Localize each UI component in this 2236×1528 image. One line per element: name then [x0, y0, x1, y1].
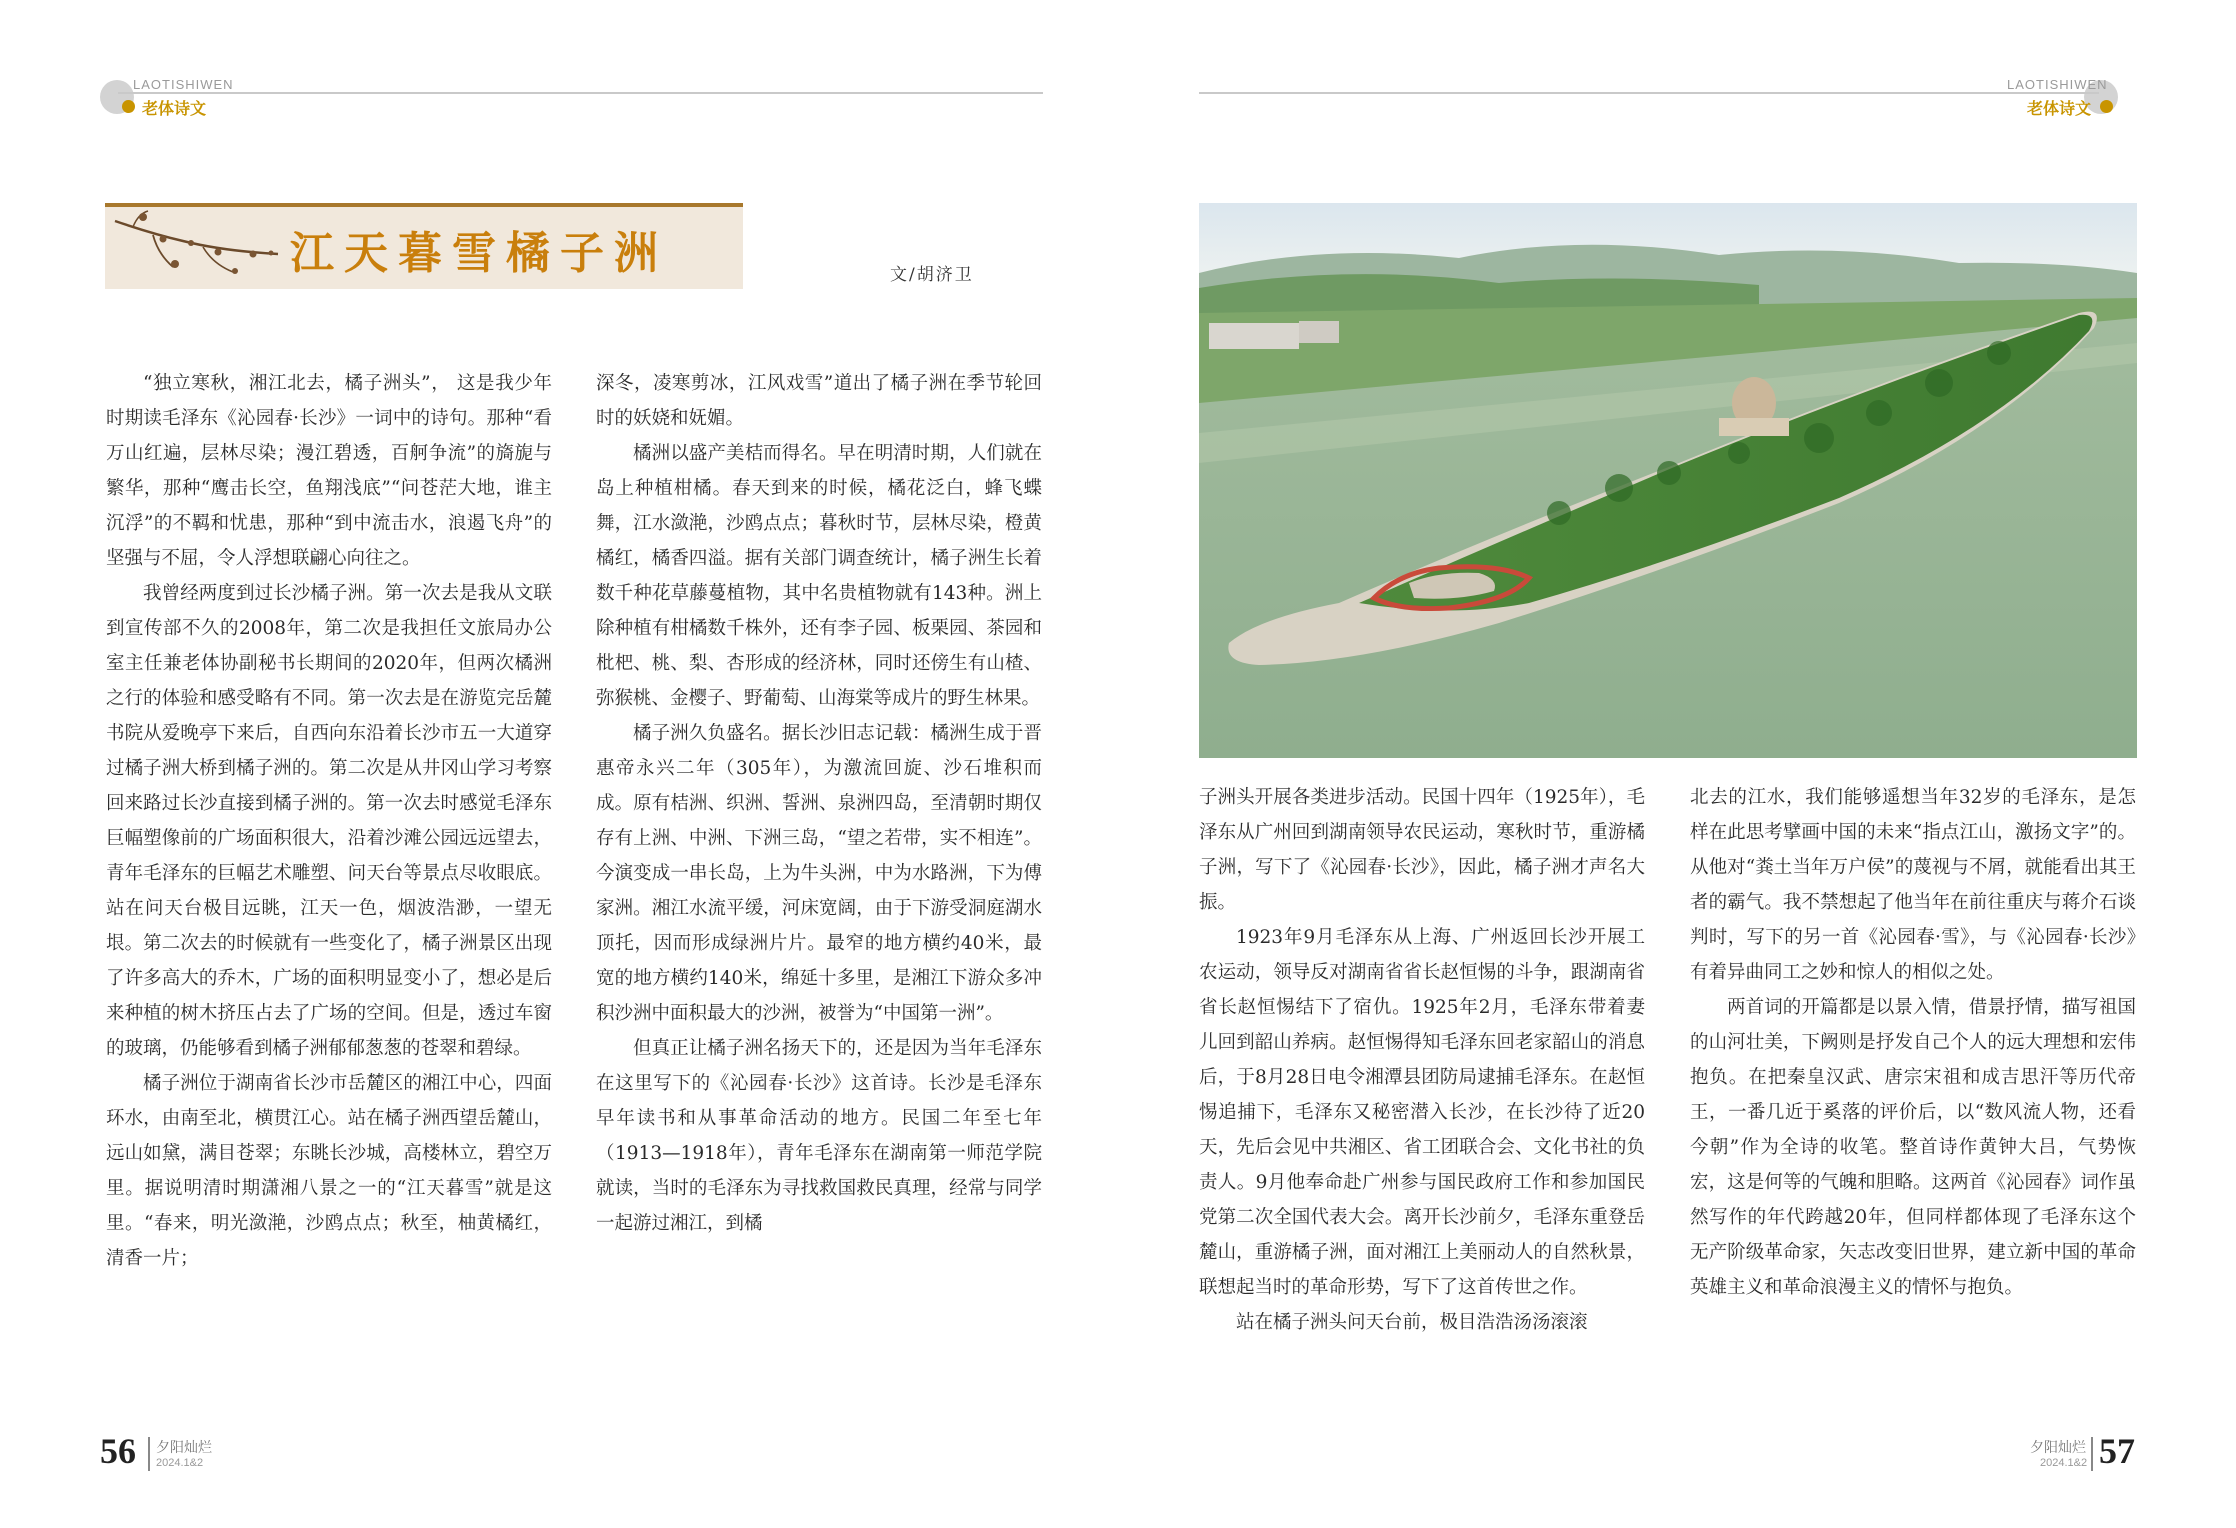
article-title: 江天暮雪橘子洲: [290, 228, 668, 279]
paragraph: 橘子洲久负盛名。据长沙旧志记载：橘洲生成于晋惠帝永兴二年（305年），为激流回旋、沙石堆积而成。原有桔洲、织洲、誓洲、泉洲四岛，至清朝时期仅存有上洲、中洲、下洲三岛，“望之若带，实不相连”。今演变成一串长岛，上为牛头洲，中为水路洲，下为傅家洲。湘江水流平缓，河床宽阔，由于下游受洞庭湖水顶托，因而形成绿洲片片。最窄的地方横约40米，最宽的地方横约140米，绵延十多里，是湘江下游众多冲积沙洲中面积最大的沙洲，被誉为“中国第一洲”。: [596, 723, 1042, 1024]
paragraph: 深冬，凌寒剪冰，江风戏雪”道出了橘子洲在季节轮回时的妖娆和妩媚。: [596, 373, 1042, 429]
header-rule: [1199, 92, 2099, 94]
page-number-right: 57: [2099, 1431, 2135, 1471]
footer-issue: 2024.1&2: [156, 1457, 204, 1469]
page-number-left: 56: [100, 1431, 136, 1471]
footer-divider: [2091, 1437, 2093, 1471]
paragraph: 北去的江水，我们能够遥想当年32岁的毛泽东，是怎样在此思考擘画中国的未来“指点江山，激扬文字”的。从他对“粪土当年万户侯”的蔑视与不屑，就能看出其王者的霸气。我不禁想起了他当年在前往重庆与蒋介石谈判时，写下的另一首《沁园春·雪》，与《沁园春·长沙》有着异曲同工之妙和惊人的相似之处。: [1690, 787, 2136, 983]
text-column-1: [106, 366, 552, 1276]
header-latin: LAOTISHIWEN: [133, 77, 234, 92]
header-rule: [118, 92, 1043, 94]
header-section-title: 老体诗文: [142, 99, 207, 118]
plum-branch-icon: [113, 209, 283, 284]
paragraph: “独立寒秋，湘江北去，橘子洲头”， 这是我少年时期读毛泽东《沁园春·长沙》一词中的诗句。那种“看万山红遍，层林尽染；漫江碧透，百舸争流”的旖旎与繁华，那种“鹰击长空，鱼翔浅底”“问苍茫大地，谁主沉浮”的不羁和忧患，那种“到中流击水，浪遏飞舟”的坚强与不屈，令人浮想联翩心向往之。: [106, 373, 552, 569]
header-dot: [122, 100, 135, 113]
paragraph: 我曾经两度到过长沙橘子洲。第一次去是我从文联到宣传部不久的2008年，第二次是我担任文旅局办公室主任兼老体协副秘书长期间的2020年，但两次橘洲之行的体验和感受略有不同。第一次去是在游览完岳麓书院从爱晚亭下来后，自西向东沿着长沙市五一大道穿过橘子洲大桥到橘子洲的。第二次是从井冈山学习考察回来路过长沙直接到橘子洲的。第一次去时感觉毛泽东巨幅塑像前的广场面积很大，沿着沙滩公园远远望去，青年毛泽东的巨幅艺术雕塑、问天台等景点尽收眼底。站在问天台极目远眺，江天一色，烟波浩渺，一望无垠。第二次去的时候就有一些变化了，橘子洲景区出现了许多高大的乔木，广场的面积明显变小了，想必是后来种植的树木挤压占去了广场的空间。但是，透过车窗的玻璃，仍能够看到橘子洲郁郁葱葱的苍翠和碧绿。: [106, 583, 552, 1059]
author-byline: 文/胡济卫: [890, 265, 974, 285]
text-column-2: [596, 366, 1042, 1241]
text-column-4: [1690, 780, 2136, 1305]
text-column-3: [1199, 780, 1645, 1340]
footer-magazine-name: 夕阳灿烂: [2030, 1440, 2086, 1456]
header-section-title: 老体诗文: [2027, 99, 2092, 118]
title-banner: [105, 203, 743, 289]
footer-issue: 2024.1&2: [2040, 1457, 2088, 1469]
paragraph: 两首词的开篇都是以景入情，借景抒情，描写祖国的山河壮美，下阙则是抒发自己个人的远大理想和宏伟抱负。在把秦皇汉武、唐宗宋祖和成吉思汗等历代帝王，一番几近于奚落的评价后，以“数风流人物，还看今朝”作为全诗的收笔。整首诗作黄钟大吕，气势恢宏，这是何等的气魄和胆略。这两首《沁园春》词作虽然写作的年代跨越20年，但同样都体现了毛泽东这个无产阶级革命家，矢志改变旧世界，建立新中国的革命英雄主义和革命浪漫主义的情怀与抱负。: [1690, 997, 2136, 1298]
paragraph: 橘子洲位于湖南省长沙市岳麓区的湘江中心，四面环水，由南至北，横贯江心。站在橘子洲西望岳麓山，远山如黛，满目苍翠；东眺长沙城，高楼林立，碧空万里。据说明清时期潇湘八景之一的“江天暮雪”就是这里。“春来，明光潋滟，沙鸥点点；秋至，柚黄橘红，清香一片；: [106, 1073, 552, 1269]
island-aerial-illustration: [1199, 203, 2137, 758]
paragraph: 橘洲以盛产美桔而得名。早在明清时期，人们就在岛上种植柑橘。春天到来的时候，橘花泛白，蜂飞蝶舞，江水潋滟，沙鸥点点；暮秋时节，层林尽染，橙黄橘红，橘香四溢。据有关部门调查统计，橘子洲生长着数千种花草藤蔓植物，其中名贵植物就有143种。洲上除种植有柑橘数千株外，还有李子园、板栗园、茶园和枇杷、桃、梨、杏形成的经济林，同时还傍生有山楂、弥猴桃、金樱子、野葡萄、山海棠等成片的野生林果。: [596, 443, 1042, 709]
paragraph: 但真正让橘子洲名扬天下的，还是因为当年毛泽东在这里写下的《沁园春·长沙》这首诗。长沙是毛泽东早年读书和从事革命活动的地方。民国二年至七年（1913—1918年），青年毛泽东在湖南第一师范学院就读，当时的毛泽东为寻找救国救民真理，经常与同学一起游过湘江，到橘: [596, 1038, 1042, 1234]
header-dot: [2100, 100, 2113, 113]
paragraph: 子洲头开展各类进步活动。民国十四年（1925年），毛泽东从广州回到湖南领导农民运动，寒秋时节，重游橘子洲，写下了《沁园春·长沙》，因此，橘子洲才声名大振。: [1199, 787, 1645, 913]
footer-magazine-name: 夕阳灿烂: [156, 1440, 212, 1456]
paragraph: 站在橘子洲头问天台前，极目浩浩汤汤滚滚: [1236, 1312, 1588, 1333]
footer-divider: [148, 1437, 150, 1471]
paragraph: 1923年9月毛泽东从上海、广州返回长沙开展工农运动，领导反对湖南省省长赵恒惕的斗争，跟湖南省省长赵恒惕结下了宿仇。1925年2月，毛泽东带着妻儿回到韶山养病。赵恒惕得知毛泽东回老家韶山的消息后，于8月28日电令湘潭县团防局逮捕毛泽东。在赵恒惕追捕下，毛泽东又秘密潜入长沙，在长沙待了近20天，先后会见中共湘区、省工团联合会、文化书社的负责人。9月他奉命赴广州参与国民政府工作和参加国民党第二次全国代表大会。离开长沙前夕，毛泽东重登岳麓山，重游橘子洲，面对湘江上美丽动人的自然秋景，联想起当时的革命形势，写下了这首传世之作。: [1199, 927, 1645, 1298]
right-page: [1118, 0, 2236, 1528]
island-aerial-photo: [1199, 203, 2137, 758]
header-latin: LAOTISHIWEN: [2007, 77, 2108, 92]
